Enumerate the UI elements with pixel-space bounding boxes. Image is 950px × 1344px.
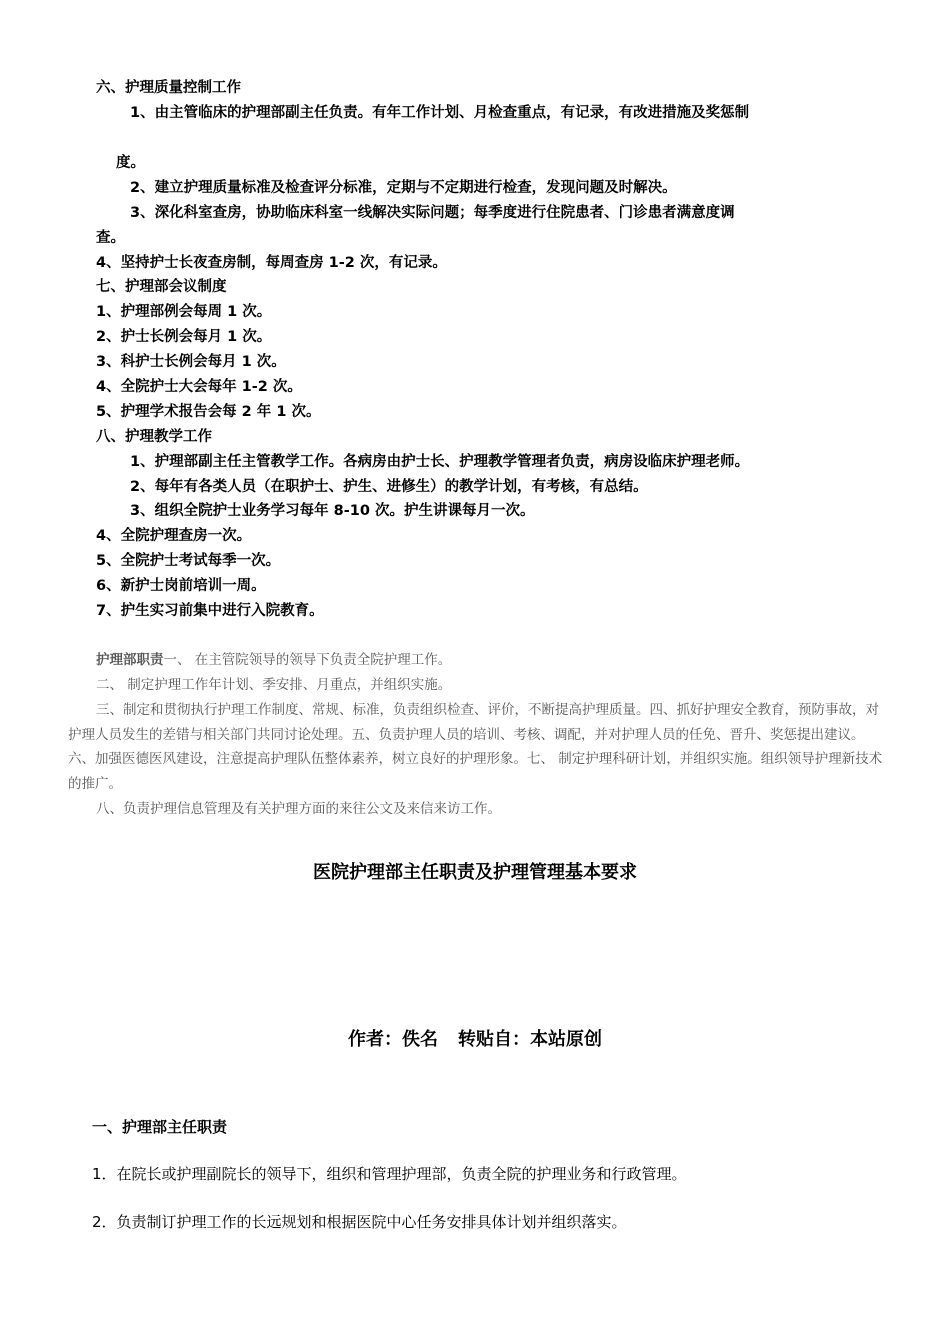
article-item: 1．在院长或护理副院长的领导下，组织和管理护理部，负责全院的护理业务和行政管理。 xyxy=(92,1165,687,1183)
section6-item4: 4、坚持护士长夜查房制，每周查房 1-2 次，有记录。 xyxy=(96,255,447,271)
section7-item: 5、护理学术报告会每 2 年 1 次。 xyxy=(96,404,321,420)
section6-heading: 六、护理质量控制工作 xyxy=(96,80,241,96)
section6-item2: 2、建立护理质量标准及检查评分标准，定期与不定期进行检查，发现问题及时解决。 xyxy=(130,180,677,196)
section7-item: 4、全院护士大会每年 1-2 次。 xyxy=(96,379,302,395)
author-label: 作者：佚名 xyxy=(348,1029,438,1050)
section8-item: 3、组织全院护士业务学习每年 8-10 次。护生讲课每月一次。 xyxy=(130,503,535,519)
article-section-heading: 一、护理部主任职责 xyxy=(92,1118,228,1136)
article-title: 医院护理部主任职责及护理管理基本要求 xyxy=(313,862,637,883)
section8-item: 2、每年有各类人员（在职护士、护生、进修生）的教学计划，有考核，有总结。 xyxy=(130,479,648,495)
author-line xyxy=(0,1025,950,1051)
source-label: 转贴自：本站原创 xyxy=(458,1029,602,1050)
section7-item: 2、护士长例会每月 1 次。 xyxy=(96,329,272,345)
duties-label: 护理部职责 xyxy=(96,652,164,668)
duties-p1: 护理部职责一、 在主管院领导的领导下负责全院护理工作。 xyxy=(96,652,452,668)
section6-item3-line1: 3、深化科室查房，协助临床科室一线解决实际问题；每季度进行住院患者、门诊患者满意度调 xyxy=(130,205,735,221)
section8-heading: 八、护理教学工作 xyxy=(96,429,212,445)
section8-item: 7、护生实习前集中进行入院教育。 xyxy=(96,603,324,619)
section7-item: 3、科护士长例会每月 1 次。 xyxy=(96,354,286,370)
section8-item: 5、全院护士考试每季一次。 xyxy=(96,553,281,569)
section7-heading: 七、护理部会议制度 xyxy=(96,279,227,295)
section7-item: 1、护理部例会每周 1 次。 xyxy=(96,304,272,320)
duties-p4: 八、负责护理信息管理及有关护理方面的来往公文及来信来访工作。 xyxy=(96,801,501,817)
duties-p2: 二、 制定护理工作年计划、季安排、月重点，并组织实施。 xyxy=(96,677,452,693)
duties-p3: 三、制定和贯彻执行护理工作制度、常规、标准，负责组织检查、评价，不断提高护理质量。四、抓好护理安全教育，预防事故，对护理人员发生的差错与相关部门共同讨论处理。五、负责护理人员的培训、考核、调配，并对护理人员的任免、晋升、奖惩提出建议。六、加强医德医风建设，注意提高护理队伍整体素养，树立良好的护理形象。七、 制定护理科研计划，并组织实施。组织领导护理新技术的推广。 xyxy=(68,702,883,792)
section8-item: 4、全院护理查房一次。 xyxy=(96,528,252,544)
section8-item: 6、新护士岗前培训一周。 xyxy=(96,578,266,594)
section6-item1-line2: 度。 xyxy=(116,155,145,171)
article-item: 2．负责制订护理工作的长远规划和根据医院中心任务安排具体计划并组织落实。 xyxy=(92,1213,627,1231)
section8-item: 1、护理部副主任主管教学工作。各病房由护士长、护理教学管理者负责，病房设临床护理老师。 xyxy=(130,454,750,470)
section6-item1-line1: 1、由主管临床的护理部副主任负责。有年工作计划、月检查重点，有记录，有改进措施及奖惩制 xyxy=(130,105,750,121)
section6-item3-line2: 查。 xyxy=(96,230,125,246)
